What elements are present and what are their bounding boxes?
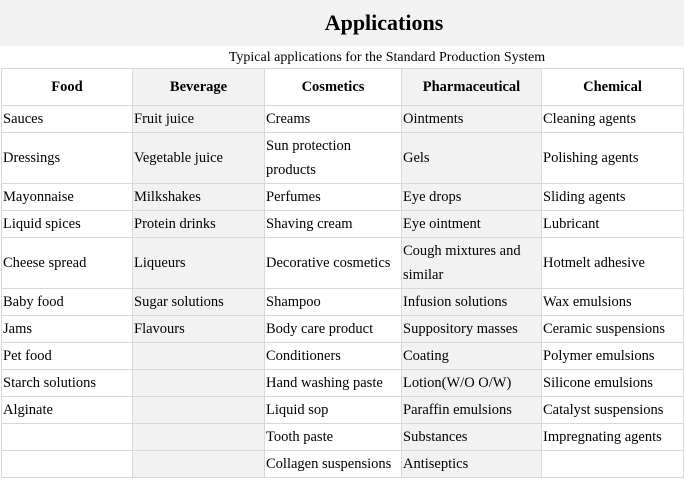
table-cell: Creams [265, 106, 402, 133]
table-cell: Mayonnaise [2, 184, 133, 211]
table-row [2, 451, 684, 478]
table-cell: Body care product [265, 316, 402, 343]
table-row [2, 289, 684, 316]
table-cell: Collagen suspensions [265, 451, 402, 478]
table-cell: Lubricant [542, 211, 684, 238]
table-cell: Shaving cream [265, 211, 402, 238]
table-row [2, 238, 684, 289]
table-cell: Sun protection products [265, 133, 402, 184]
table-cell: Suppository masses [402, 316, 542, 343]
table-cell: Dressings [2, 133, 133, 184]
header-row [2, 69, 684, 106]
applications-table [1, 68, 684, 478]
table-cell: Protein drinks [133, 211, 265, 238]
table-cell: Cleaning agents [542, 106, 684, 133]
table-cell: Liquid sop [265, 397, 402, 424]
table-cell: Tooth paste [265, 424, 402, 451]
table-cell: Starch solutions [2, 370, 133, 397]
table-cell: Cough mixtures and similar [402, 238, 542, 289]
table-cell: Infusion solutions [402, 289, 542, 316]
table-cell: Paraffin emulsions [402, 397, 542, 424]
table-cell [133, 397, 265, 424]
table-cell: Perfumes [265, 184, 402, 211]
table-row [2, 184, 684, 211]
table-cell: Polymer emulsions [542, 343, 684, 370]
table-cell: Milkshakes [133, 184, 265, 211]
table-cell: Wax emulsions [542, 289, 684, 316]
table-cell: Lotion(W/O O/W) [402, 370, 542, 397]
table-cell: Sugar solutions [133, 289, 265, 316]
table-cell: Sauces [2, 106, 133, 133]
table-cell: Ointments [402, 106, 542, 133]
table-cell: Fruit juice [133, 106, 265, 133]
table-cell: Sliding agents [542, 184, 684, 211]
table-cell: Impregnating agents [542, 424, 684, 451]
column-header-food: Food [2, 69, 133, 106]
table-cell [2, 451, 133, 478]
table-cell: Silicone emulsions [542, 370, 684, 397]
table-cell [133, 343, 265, 370]
table-caption: Typical applications for the Standard Production System [228, 50, 546, 65]
table-cell: Polishing agents [542, 133, 684, 184]
table-cell: Hotmelt adhesive [542, 238, 684, 289]
table-cell [133, 451, 265, 478]
table-cell: Coating [402, 343, 542, 370]
table-cell [542, 451, 684, 478]
page-title: Applications [324, 10, 444, 35]
table-cell [133, 370, 265, 397]
table-cell: Liquid spices [2, 211, 133, 238]
table-cell: Catalyst suspensions [542, 397, 684, 424]
table-row [2, 424, 684, 451]
table-cell: Eye ointment [402, 211, 542, 238]
table-cell: Flavours [133, 316, 265, 343]
table-cell [2, 424, 133, 451]
table-cell: Cheese spread [2, 238, 133, 289]
table-cell: Baby food [2, 289, 133, 316]
table-cell: Ceramic suspensions [542, 316, 684, 343]
column-header-chemical: Chemical [542, 69, 684, 106]
table-cell: Hand washing paste [265, 370, 402, 397]
table-cell: Alginate [2, 397, 133, 424]
table-row [2, 370, 684, 397]
table-row [2, 211, 684, 238]
table-row [2, 343, 684, 370]
column-header-pharmaceutical: Pharmaceutical [402, 69, 542, 106]
column-header-cosmetics: Cosmetics [265, 69, 402, 106]
table-cell: Eye drops [402, 184, 542, 211]
table-cell: Shampoo [265, 289, 402, 316]
table-row [2, 106, 684, 133]
column-header-beverage: Beverage [133, 69, 265, 106]
table-cell [133, 424, 265, 451]
table-cell: Vegetable juice [133, 133, 265, 184]
table-row [2, 397, 684, 424]
table-cell: Antiseptics [402, 451, 542, 478]
title-bar [0, 0, 684, 46]
table-cell: Gels [402, 133, 542, 184]
table-cell: Decorative cosmetics [265, 238, 402, 289]
table-row [2, 316, 684, 343]
table-cell: Pet food [2, 343, 133, 370]
table-row [2, 133, 684, 184]
table-cell: Jams [2, 316, 133, 343]
table-cell: Substances [402, 424, 542, 451]
table-cell: Conditioners [265, 343, 402, 370]
table-cell: Liqueurs [133, 238, 265, 289]
